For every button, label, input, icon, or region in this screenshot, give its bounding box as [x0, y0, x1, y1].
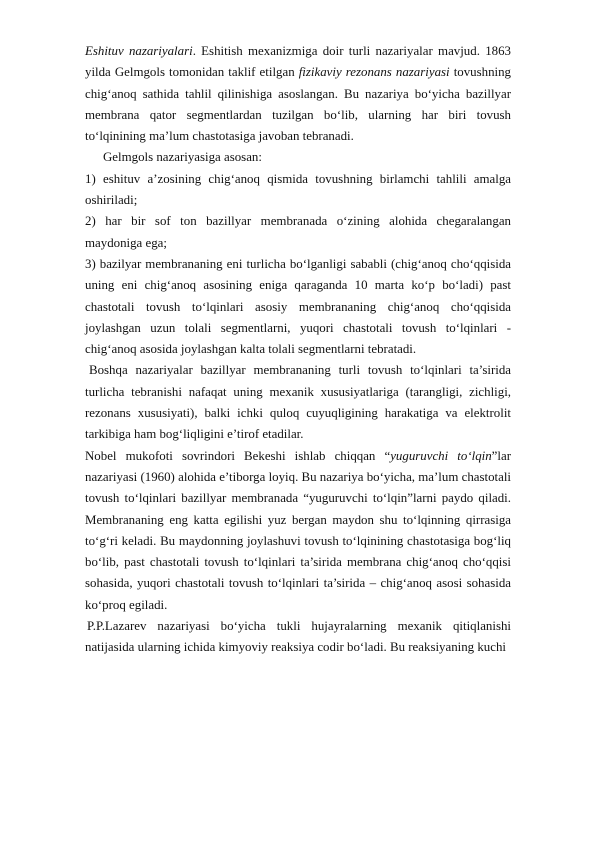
paragraph-boshqa-nazariyalar: [85, 360, 511, 445]
text-span: 2) har bir sof ton bazillyar membranada o‘zining alohida chegaralangan maydoniga ega;: [85, 214, 511, 250]
term-yuguruvchi-tolqin: yuguruvchi to‘lqin: [390, 448, 492, 463]
text-span: 1) eshituv a’zosining chig‘anoq qismida tovushning birlamchi tahlili amalga oshiriladi;: [85, 171, 511, 208]
text-span: Boshqa nazariyalar bazillyar membrananing turli tovush to‘lqinlari ta’sirida turlicha tebranishi nafaqat uning mexanik xususiyatlariga (tarangligi, zichligi, rezonans xususiyati), balki ichki quloq cuyuqligining harakatiga va elektrolit tarkibiga ham bog‘liqligini e’tirof etadilar.: [85, 363, 511, 442]
text-span: . Eshitish mexanizmiga doir turli nazariyalar mavjud. 1863 yilda Gelmgols tomonidan taklif etilgan: [85, 44, 511, 80]
paragraph-eshituv-nazariyalari: [85, 41, 511, 147]
term-fizikaviy-rezonans: fizikaviy rezonans nazariyasi: [298, 65, 450, 80]
paragraph-bekeshi: [85, 446, 511, 616]
term-eshituv-nazariyalari: Eshituv nazariyalari: [85, 44, 193, 58]
paragraph-lazarev: [85, 616, 511, 659]
text-span: ”lar nazariyasi (1960) alohida e’tiborga loyiq. Bu nazariya bo‘yicha, ma’lum chastotali tovush to‘lqinlari bazillyar membranada “yuguruvchi to‘lqin”larni paydo qiladi. Membrananing eng katta egilishi yuz bergan maydon shu to‘lqinning qirrasiga to‘g‘ri keladi. Bu maydonning joylashuvi tovush to‘lqinining chastotasiga bog‘liq bo‘lib, past chastotali tovush to‘lqinlari ta’sirida membrana chig‘anoq cho‘qqisi sohasida, yuqori chastotali tovush to‘lqinlari ta’sirida – chig‘anoq asosi sohasida ko‘proq egiladi.: [85, 448, 511, 612]
list-item-1: [85, 169, 511, 212]
text-span: P.P.Lazarev nazariyasi bo‘yicha tukli hujayralarning mexanik qitiqlanishi natijasida ularning ichida kimyoviy reaksiya codir bo‘ladi. Bu reaksiyaning kuchi: [85, 619, 511, 655]
text-span: Nobel mukofoti sovrindori Bekeshi ishlab chiqqan “: [85, 448, 391, 463]
document-page: [85, 41, 511, 659]
list-item-3: [85, 254, 511, 360]
text-span: Gelmgols nazariyasiga asosan:: [103, 150, 262, 165]
text-span: tovushning chig‘anoq sathida tahlil qilinishiga asoslangan. Bu nazariya bo‘yicha bazillyar membrana qator segmentlardan tuzilgan bo‘lib, ularning har biri tovush to‘lqinining ma’lum chastotasiga javoban tebranadi.: [85, 65, 511, 144]
paragraph-gelmgols-intro: [85, 147, 511, 168]
list-item-2: [85, 211, 511, 254]
text-span: 3) bazilyar membrananing eni turlicha bo‘lganligi sababli (chig‘anoq cho‘qqisida uning eni chig‘anoq asosining eniga qaraganda 10 marta ko‘p bo‘ladi) past chastotali tovush to‘lqinlari asosiy membrananing chig‘anoq cho‘qqisida joylashgan uzun tolali segmentlarni, yuqori chastotali tovush to‘lqinlari - chig‘anoq asosida joylashgan kalta tolali segmentlarni tebratadi.: [85, 256, 511, 357]
